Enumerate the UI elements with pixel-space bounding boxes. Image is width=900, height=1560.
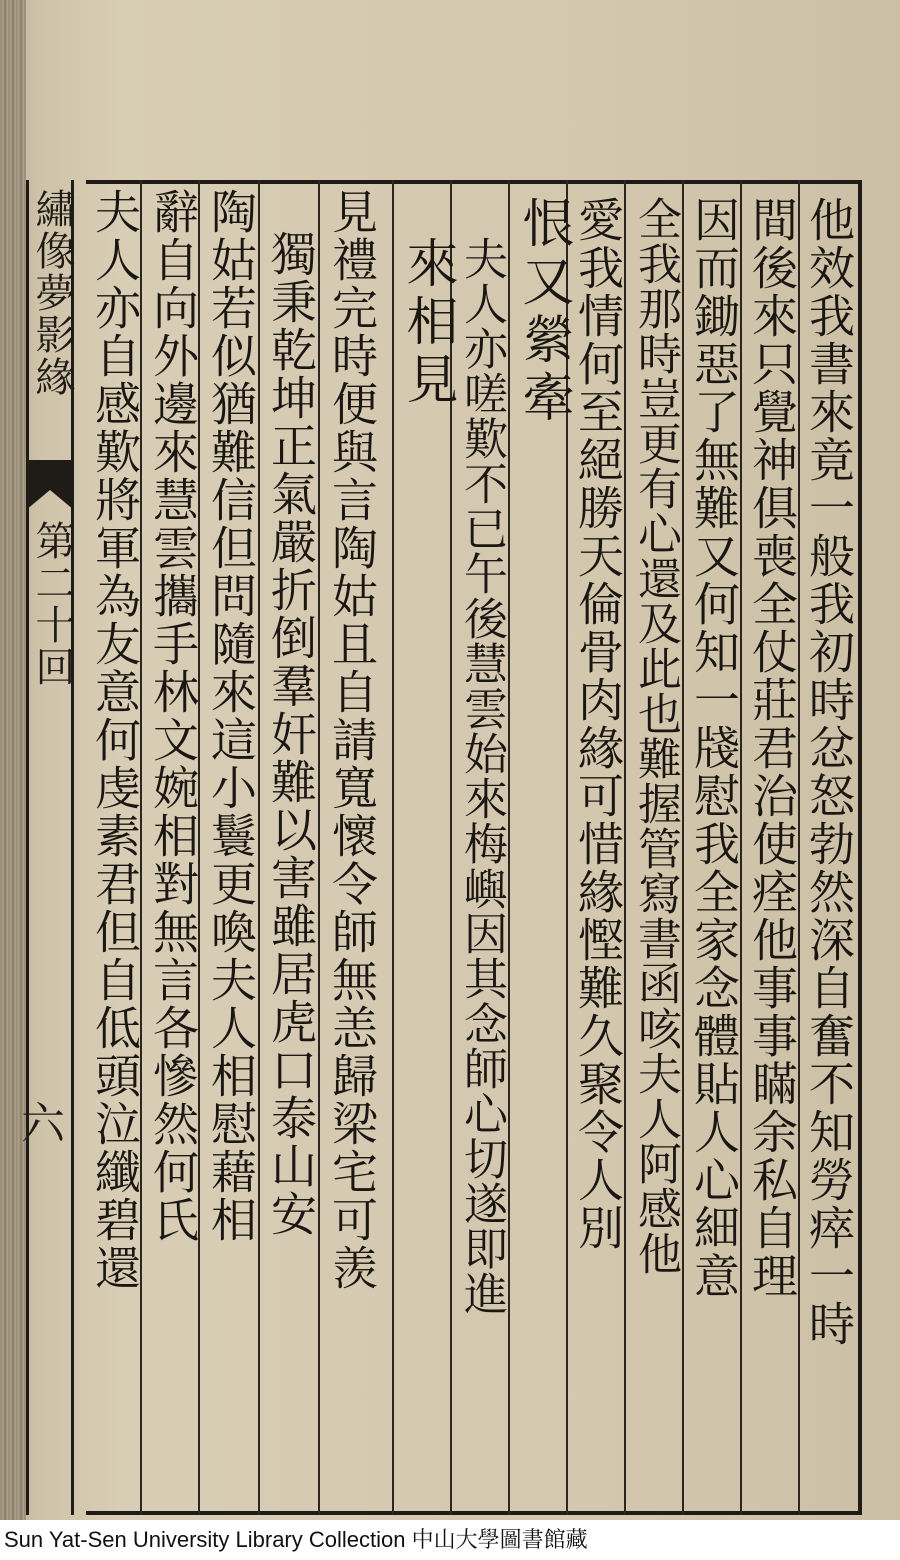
text-column-12: 辭自向外邊來慧雲攜手林文婉相對無言各慘然何氏: [146, 188, 200, 1244]
margin-page-number: 六: [13, 1100, 64, 1146]
column-rule: [682, 180, 684, 1515]
margin-chapter: 第二十回: [29, 520, 75, 688]
text-column-1: 他效我書來竟一般我初時忿怒勃然深自奮不知勞瘁一時: [802, 196, 856, 1348]
text-column-10: 獨秉乾坤正氣嚴折倒羣奸難以害雖居虎口泰山安: [264, 230, 318, 1238]
text-column-8: 來相見: [397, 236, 457, 410]
column-rule: [392, 180, 394, 1515]
text-column-2: 間後來只覺神俱喪全仗莊君治使痊他事事瞞余私自理: [745, 196, 799, 1300]
text-column-7: 夫人亦嗟歎不已午後慧雲始來梅嶼因其念師心切遂即進: [456, 236, 507, 1316]
text-column-9: 見禮完時便與言陶姑且自請寬懷令師無恙歸梁宅可羡: [325, 188, 379, 1292]
text-column-4: 全我那時豈更有心還及此也難握管寫書函咳夫人阿感他: [630, 196, 681, 1276]
text-column-3: 因而鋤惡了無難又何知一牋慰我全家念體貼人心細意: [687, 196, 741, 1300]
text-column-6: 恨又縈牽: [513, 196, 573, 428]
column-rule: [508, 180, 510, 1515]
column-rule: [258, 180, 260, 1515]
book-spine: [0, 0, 26, 1520]
text-column-13: 夫人亦自感歎將軍為友意何虔素君但自低頭泣纖碧還: [88, 188, 142, 1292]
margin-title: 繡像夢影緣: [29, 188, 75, 398]
text-column-11: 陶姑若似猶難信但問隨來這小鬟更喚夫人相慰藉相: [204, 188, 258, 1244]
collection-credit: Sun Yat-Sen University Library Collection 中山大學圖書館藏: [0, 1520, 900, 1560]
text-column-5: 愛我情何至絕勝天倫骨肉緣可惜緣慳難久聚令人別: [571, 196, 625, 1252]
column-rule: [318, 180, 320, 1515]
